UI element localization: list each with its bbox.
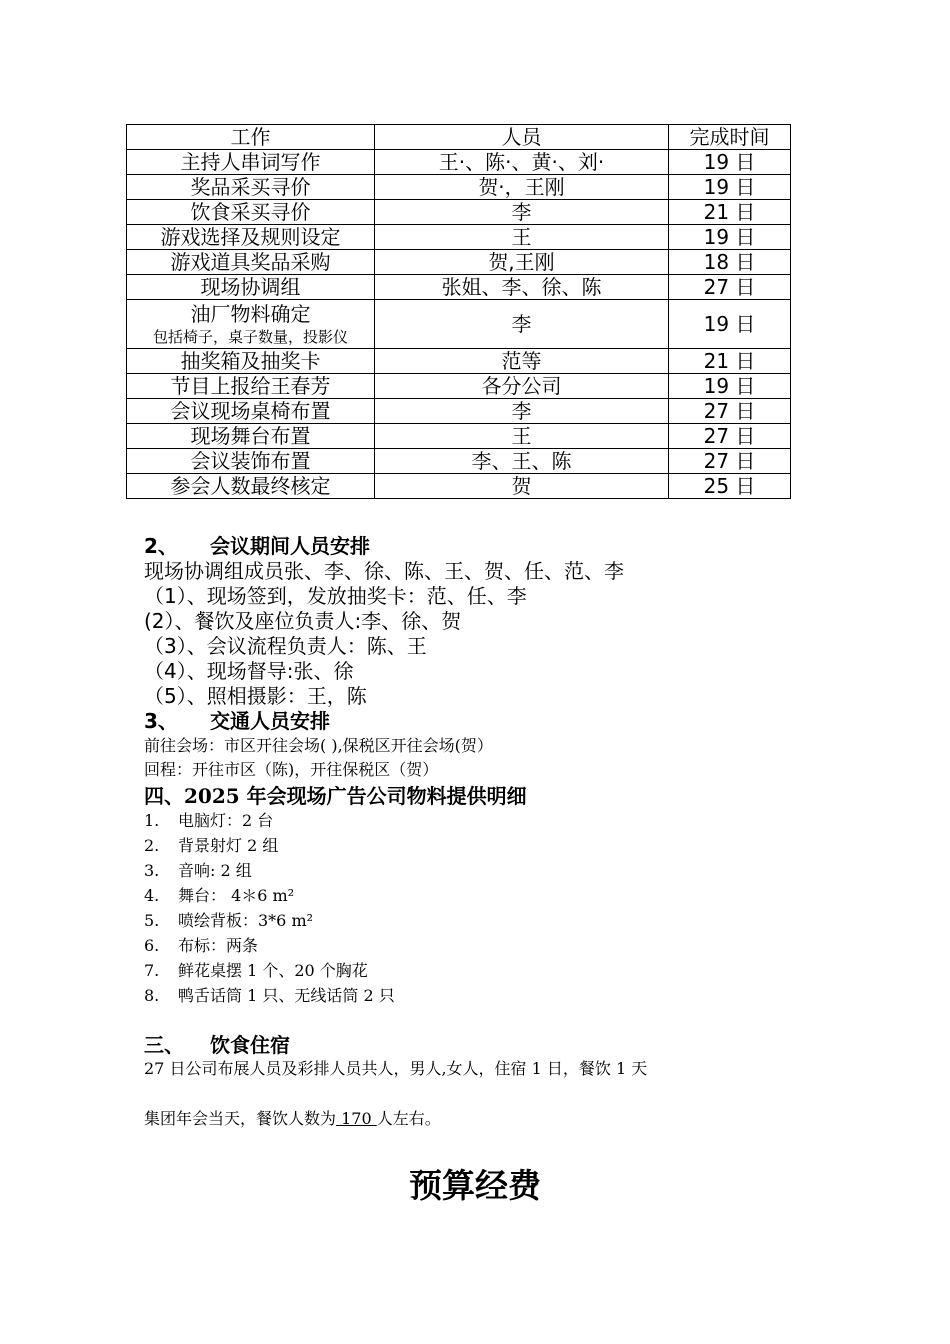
table-row: [127, 424, 791, 449]
header-people: 人员: [375, 125, 669, 150]
table-row: [127, 175, 791, 200]
people-cell: 各分公司: [375, 374, 669, 399]
list-item: [144, 859, 252, 883]
table-row: [127, 300, 791, 349]
list-item: [144, 984, 395, 1008]
date-cell: 27 日: [669, 449, 791, 474]
list-number: 2.: [144, 836, 160, 855]
header-task: 工作: [127, 125, 375, 150]
text-line: 27 日公司布展人员及彩排人员共人，男人,女人，住宿 1 日，餐饮 1 天: [144, 1059, 648, 1078]
task-cell: 会议装饰布置: [127, 449, 375, 474]
task-cell: 饮食采买寻价: [127, 200, 375, 225]
task-cell: 游戏选择及规则设定: [127, 225, 375, 250]
section-heading-staffing: [144, 534, 370, 559]
task-cell: 奖品采买寻价: [127, 175, 375, 200]
list-number: 7.: [144, 961, 160, 980]
text-suffix: 人左右。: [376, 1109, 441, 1128]
people-cell: 贺·，王刚: [375, 175, 669, 200]
table-row: [127, 449, 791, 474]
table-row: [127, 200, 791, 225]
date-cell: 19 日: [669, 225, 791, 250]
people-cell: 李: [375, 200, 669, 225]
heading-number: 2、: [144, 534, 178, 558]
list-item: [144, 809, 273, 833]
heading-number: 三、: [144, 1033, 184, 1057]
task-cell: 参会人数最终核定: [127, 474, 375, 499]
text-line: （5）、照相摄影：王，陈: [144, 684, 367, 708]
text-line: 现场协调组成员张、李、徐、陈、王、贺、任、范、李: [144, 559, 624, 583]
list-number: 5.: [144, 911, 160, 930]
task-cell: 现场协调组: [127, 275, 375, 300]
people-cell: 王: [375, 424, 669, 449]
people-cell: 贺: [375, 474, 669, 499]
budget-title: 预算经费: [409, 1166, 541, 1205]
task-table: [126, 124, 791, 499]
list-text: 舞台： 4＊6 m²: [178, 886, 295, 905]
heading-title: 交通人员安排: [210, 709, 330, 733]
list-number: 1.: [144, 811, 160, 830]
table-row: [127, 225, 791, 250]
date-cell: 21 日: [669, 349, 791, 374]
list-number: 6.: [144, 936, 160, 955]
list-text: 喷绘背板：3*6 m²: [178, 911, 314, 930]
people-cell: 王: [375, 225, 669, 250]
list-item: [144, 884, 294, 908]
date-cell: 19 日: [669, 300, 791, 349]
list-item: [144, 834, 278, 858]
list-text: 鲜花桌摆 1 个、20 个胸花: [178, 961, 368, 980]
table-header-row: [127, 125, 791, 150]
date-cell: 27 日: [669, 275, 791, 300]
task-cell: 节目上报给王春芳: [127, 374, 375, 399]
list-text: 背景射灯 2 组: [178, 836, 279, 855]
text-line: [144, 1107, 441, 1131]
people-cell: 张姐、李、徐、陈: [375, 275, 669, 300]
people-cell: 李: [375, 399, 669, 424]
date-cell: 19 日: [669, 150, 791, 175]
task-cell: 抽奖箱及抽奖卡: [127, 349, 375, 374]
list-item: [144, 934, 258, 958]
text-line: （1）、现场签到，发放抽奖卡：范、任、李: [144, 584, 527, 608]
table-row: [127, 399, 791, 424]
date-cell: 27 日: [669, 424, 791, 449]
text-line: 前往会场：市区开往会场( ),保税区开往会场(贺）: [144, 736, 493, 755]
table-row: [127, 349, 791, 374]
list-item: [144, 909, 313, 933]
list-number: 4.: [144, 886, 160, 905]
heading-title: 饮食住宿: [210, 1033, 290, 1057]
list-item: [144, 959, 368, 983]
task-note: 包括椅子，桌子数量，投影仪: [152, 328, 348, 346]
text-line: 回程：开往市区（陈)，开往保税区（贺）: [144, 760, 439, 779]
date-cell: 27 日: [669, 399, 791, 424]
people-cell: 贺,王刚: [375, 250, 669, 275]
table-row: [127, 374, 791, 399]
list-text: 布标：两条: [178, 936, 259, 955]
list-text: 电脑灯：2 台: [178, 811, 274, 830]
text-prefix: 集团年会当天，餐饮人数为: [144, 1109, 337, 1128]
date-cell: 19 日: [669, 175, 791, 200]
text-line: (2）、餐饮及座位负责人:李、徐、贺: [144, 609, 462, 633]
section-heading-transport: [144, 709, 330, 734]
section-heading-catering: [144, 1033, 290, 1058]
attendee-count: 170: [336, 1109, 377, 1128]
heading-title: 会议期间人员安排: [210, 534, 370, 558]
header-deadline: 完成时间: [669, 125, 791, 150]
task-cell: 现场舞台布置: [127, 424, 375, 449]
task-cell: [127, 300, 375, 349]
date-cell: 21 日: [669, 200, 791, 225]
date-cell: 18 日: [669, 250, 791, 275]
list-number: 3.: [144, 861, 160, 880]
task-cell: 主持人串词写作: [127, 150, 375, 175]
table-row: [127, 250, 791, 275]
heading-number: 3、: [144, 709, 178, 733]
people-cell: 李、王、陈: [375, 449, 669, 474]
people-cell: 王·、陈·、黄·、刘·: [375, 150, 669, 175]
date-cell: 19 日: [669, 374, 791, 399]
list-number: 8.: [144, 986, 160, 1005]
date-cell: 25 日: [669, 474, 791, 499]
task-cell: 会议现场桌椅布置: [127, 399, 375, 424]
table-row: [127, 474, 791, 499]
task-title: 油厂物料确定: [190, 302, 311, 326]
task-cell: 游戏道具奖品采购: [127, 250, 375, 275]
section-heading-materials: 四、2025 年会现场广告公司物料提供明细: [144, 784, 527, 808]
table-row: [127, 275, 791, 300]
text-line: （4）、现场督导:张、徐: [144, 659, 354, 683]
table-row: [127, 150, 791, 175]
people-cell: 李: [375, 300, 669, 349]
list-text: 音响: 2 组: [178, 861, 252, 880]
people-cell: 范等: [375, 349, 669, 374]
text-line: （3）、会议流程负责人：陈、王: [144, 634, 427, 658]
list-text: 鸭舌话筒 1 只、无线话筒 2 只: [178, 986, 395, 1005]
